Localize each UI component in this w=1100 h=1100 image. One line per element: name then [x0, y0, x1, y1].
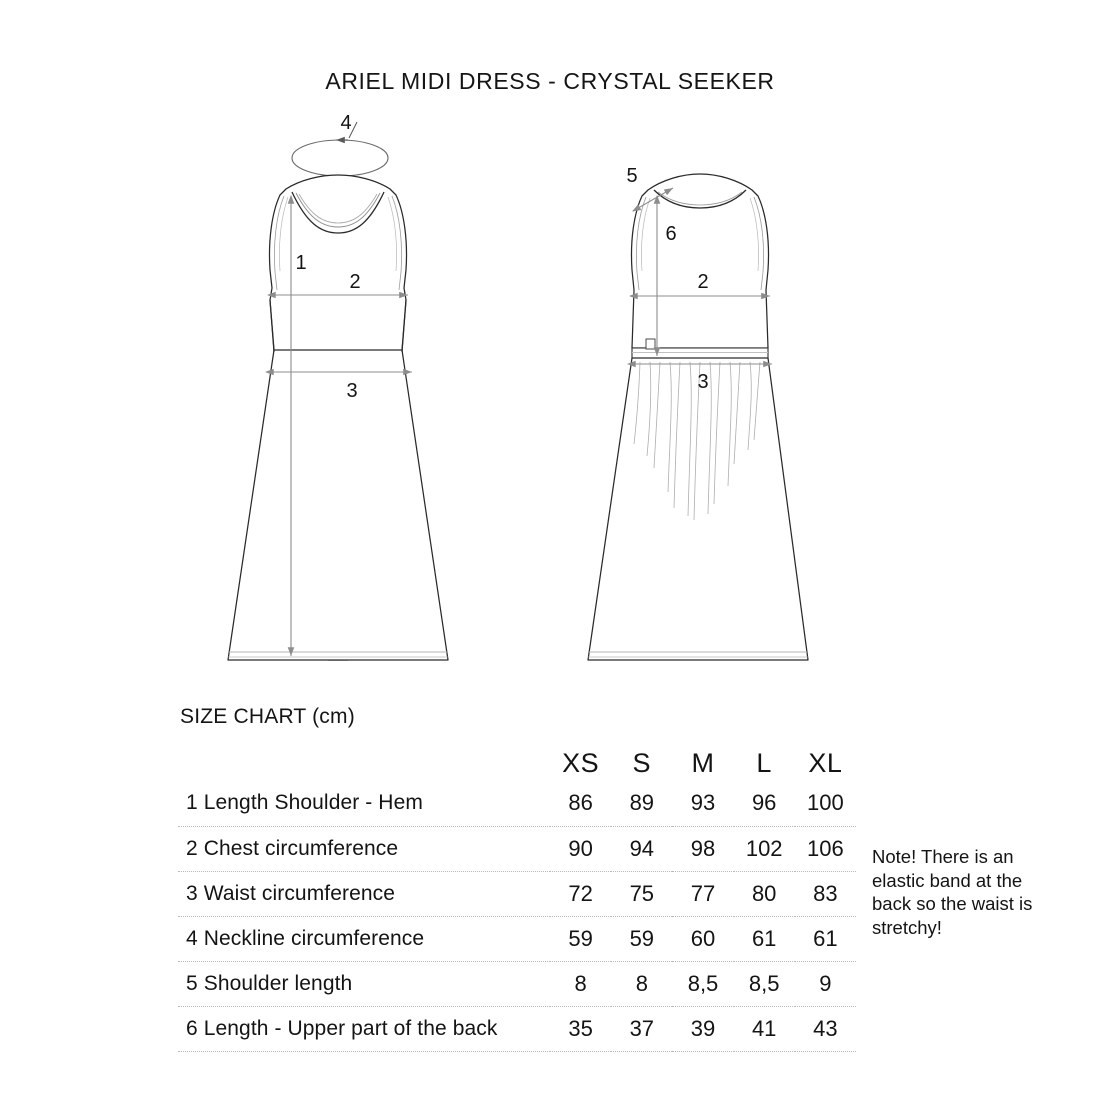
row-label-chest-circumference: 2 Chest circumference [178, 826, 550, 871]
cell-length-shoulder-hem-s: 89 [629, 790, 655, 816]
callout-label-4: 4 [340, 112, 352, 134]
cell-shoulder-xs: 8 [550, 961, 611, 1006]
row-label-shoulder-length: 5 Shoulder length [178, 961, 550, 1006]
cell-waist-l: 80 [734, 871, 795, 916]
row-label-length-shoulder-hem: 1 Length Shoulder - Hem [186, 791, 423, 815]
cell-length-shoulder-hem-xl: 100 [807, 790, 844, 816]
cell-neckline-s: 59 [611, 916, 672, 961]
callout-label-2-back: 2 [697, 271, 709, 293]
back-label-tab [646, 339, 655, 349]
cell-neckline-l: 61 [734, 916, 795, 961]
back-view [588, 165, 808, 660]
cell-waist-m: 77 [672, 871, 733, 916]
table-row [178, 961, 856, 1006]
table-row [178, 916, 856, 961]
front-skirt-outline [228, 350, 448, 660]
row-label-upper-back-length: 6 Length - Upper part of the back [178, 1006, 550, 1051]
cell-length-shoulder-hem-xs: 86 [568, 790, 593, 816]
front-view [228, 112, 448, 660]
column-header-measurement [178, 733, 550, 781]
cell-shoulder-l: 8,5 [734, 961, 795, 1006]
cell-neckline-xs: 59 [550, 916, 611, 961]
row-label-waist-circumference: 3 Waist circumference [178, 871, 550, 916]
cell-waist-xl: 83 [795, 871, 856, 916]
garment-diagram-svg [0, 100, 1100, 700]
cell-length-shoulder-hem-l: 96 [751, 790, 777, 816]
row-label-neckline-circumference: 4 Neckline circumference [178, 916, 550, 961]
cell-waist-xs: 72 [550, 871, 611, 916]
table-row [178, 826, 856, 871]
cell-waist-s: 75 [611, 871, 672, 916]
cell-chest-s: 94 [611, 826, 672, 871]
cell-upper-back-l: 41 [734, 1006, 795, 1051]
column-header-s: S [632, 748, 652, 778]
cell-upper-back-m: 39 [672, 1006, 733, 1051]
callout-label-1: 1 [295, 252, 307, 274]
table-row [178, 781, 856, 826]
cell-chest-m: 98 [672, 826, 733, 871]
callout-label-6: 6 [665, 223, 677, 245]
callout-label-3-front: 3 [346, 380, 358, 402]
callout-label-2-front: 2 [349, 271, 361, 293]
size-chart-table [178, 733, 856, 1054]
table-row [178, 1006, 856, 1051]
cell-chest-xs: 90 [550, 826, 611, 871]
column-header-xl: XL [808, 748, 843, 778]
table-bottom-rule [178, 1051, 856, 1054]
cell-neckline-xl: 61 [795, 916, 856, 961]
column-header-l: L [756, 748, 772, 778]
callout-label-5: 5 [626, 165, 638, 187]
column-header-m: M [691, 748, 715, 778]
cell-chest-l: 102 [734, 826, 795, 871]
table-row [178, 871, 856, 916]
callout-label-3-back: 3 [697, 371, 709, 393]
cell-chest-xl: 106 [795, 826, 856, 871]
page-title: ARIEL MIDI DRESS - CRYSTAL SEEKER [325, 68, 775, 94]
technical-drawing [0, 100, 1100, 700]
cell-shoulder-xl: 9 [795, 961, 856, 1006]
cell-neckline-m: 60 [672, 916, 733, 961]
neckline-circumference-ellipse [292, 140, 388, 176]
table-header-row [178, 733, 856, 781]
cell-upper-back-xl: 43 [795, 1006, 856, 1051]
column-header-xs: XS [562, 748, 600, 778]
cell-shoulder-s: 8 [611, 961, 672, 1006]
cell-upper-back-s: 37 [611, 1006, 672, 1051]
cell-shoulder-m: 8,5 [672, 961, 733, 1006]
elastic-band-note: Note! There is an elastic band at the back so the waist is stretchy! [872, 846, 1033, 939]
size-chart-heading: SIZE CHART (cm) [180, 705, 355, 728]
cell-length-shoulder-hem-m: 93 [690, 790, 716, 816]
cell-upper-back-xs: 35 [550, 1006, 611, 1051]
size-chart-section [178, 705, 856, 1054]
